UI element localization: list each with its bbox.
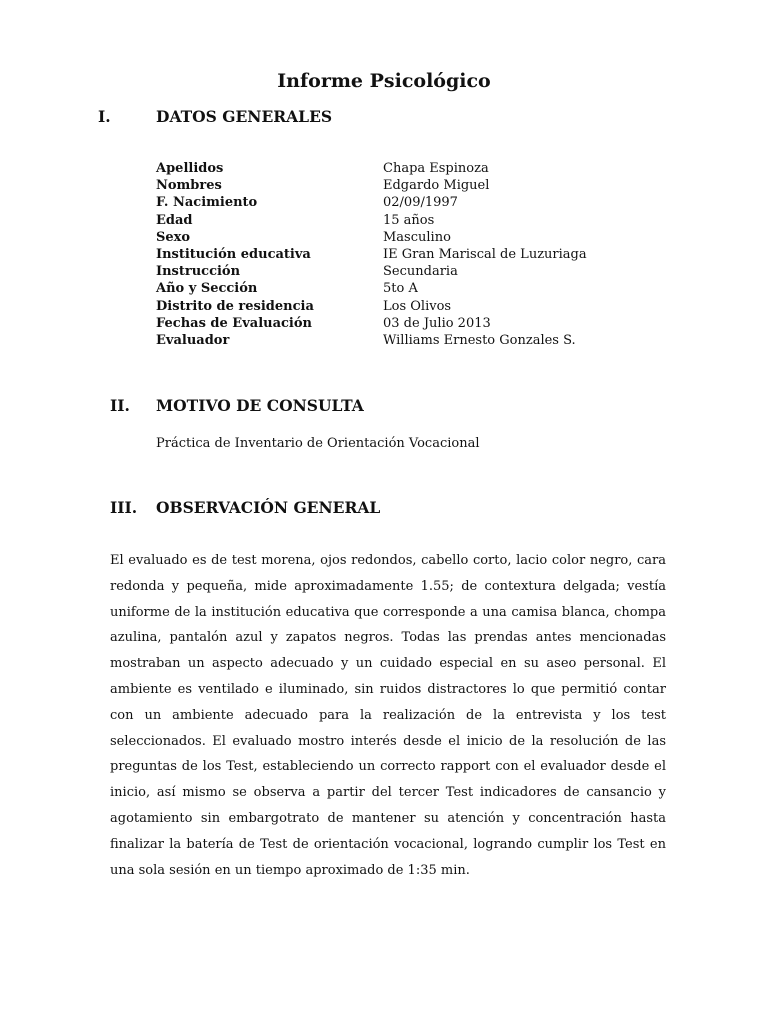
observacion-general-paragraph: El evaluado es de test morena, ojos redondos, cabello corto, lacio color negro, cara redonda y pequeña, mide aproximadamente 1.55; de contextura delgada; vestía uniforme de la institución educativa que corresponde a una camisa blanca, chompa azulina, pantalón azul y zapatos negros. Todas las prendas antes mencionadas mostraban un aspecto adecuado y un cuidado especial en su aseo personal. El ambiente es ventilado e iluminado, sin ruidos distractores lo que permitió contar con un ambiente adecuado para la realización de la entrevista y los test seleccionados. El evaluado mostro interés desde el inicio de la resolución de las preguntas de los Test, estableciendo un correcto rapport con el evaluador desde el inicio, así mismo se observa a partir del tercer Test indicadores de cansancio y agotamiento sin embargotrato de mantener su atención y concentración hasta finalizar la batería de Test de orientación vocacional, logrando cumplir los Test en una sola sesión en un tiempo aproximado de 1:35 min. bbox=[110, 553, 666, 878]
section-heading-motivo-consulta bbox=[0, 394, 768, 418]
field-value: Los Olivos bbox=[383, 298, 452, 314]
section-number: II. bbox=[110, 396, 130, 415]
data-row-edad bbox=[156, 212, 616, 229]
motivo-consulta-text: Práctica de Inventario de Orientación Vocacional bbox=[156, 436, 480, 451]
field-value: 02/09/1997 bbox=[383, 195, 458, 211]
data-row-evaluador bbox=[156, 332, 616, 349]
section-heading-observacion-general bbox=[0, 496, 768, 520]
field-value: Edgardo Miguel bbox=[383, 178, 490, 194]
section-title: MOTIVO DE CONSULTA bbox=[156, 396, 364, 415]
field-label: Distrito de residencia bbox=[156, 298, 314, 314]
data-row-ano-seccion bbox=[156, 280, 616, 297]
data-row-nombres bbox=[156, 177, 616, 194]
field-label: Año y Sección bbox=[156, 281, 258, 297]
field-label: Nombres bbox=[156, 178, 222, 194]
field-label: Evaluador bbox=[156, 332, 230, 348]
section-title: OBSERVACIÓN GENERAL bbox=[156, 498, 381, 517]
data-row-distrito bbox=[156, 298, 616, 315]
section-heading-datos-generales bbox=[0, 105, 768, 129]
field-value: 5to A bbox=[383, 281, 418, 297]
field-label: Apellidos bbox=[156, 161, 224, 176]
data-row-institucion bbox=[156, 246, 616, 263]
document-title: Informe Psicológico bbox=[277, 70, 491, 92]
data-row-fechas-evaluacion bbox=[156, 315, 616, 332]
datos-generales-table bbox=[156, 160, 616, 349]
field-value: 03 de Julio 2013 bbox=[383, 315, 491, 331]
section-title: DATOS GENERALES bbox=[156, 107, 333, 126]
data-row-sexo bbox=[156, 229, 616, 246]
data-row-apellidos bbox=[156, 160, 616, 177]
field-label: Institución educativa bbox=[156, 246, 311, 262]
field-value: Williams Ernesto Gonzales S. bbox=[383, 332, 576, 348]
field-value: Chapa Espinoza bbox=[383, 161, 489, 176]
field-value: IE Gran Mariscal de Luzuriaga bbox=[383, 246, 587, 262]
field-value: Secundaria bbox=[383, 264, 458, 280]
section-number: III. bbox=[110, 498, 138, 517]
data-row-instruccion bbox=[156, 263, 616, 280]
data-row-fecha-nacimiento bbox=[156, 194, 616, 211]
field-value: 15 años bbox=[383, 212, 435, 228]
section-number: I. bbox=[98, 107, 111, 126]
field-label: Fechas de Evaluación bbox=[156, 315, 312, 331]
field-label: Edad bbox=[156, 212, 193, 228]
field-label: Sexo bbox=[156, 229, 191, 245]
field-label: F. Nacimiento bbox=[156, 195, 258, 211]
field-label: Instrucción bbox=[156, 264, 241, 280]
field-value: Masculino bbox=[383, 229, 451, 245]
